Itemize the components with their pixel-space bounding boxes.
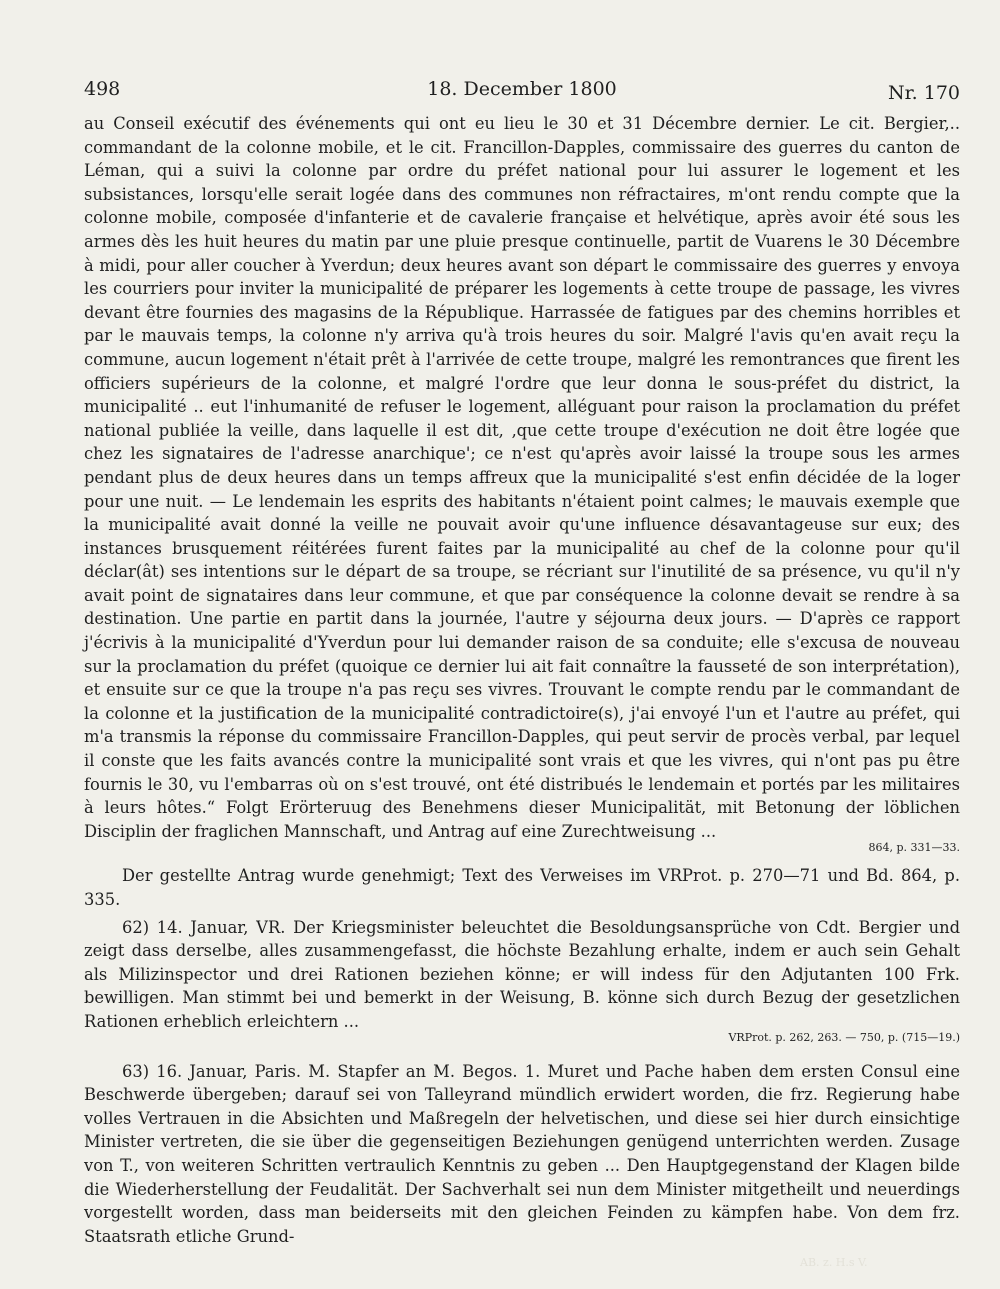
source-reference: VRProt. p. 262, 263. — 750, p. (715—19.): [728, 1030, 960, 1044]
page-body: [84, 112, 960, 1248]
header-date: 18. December 1800: [427, 78, 617, 100]
show-through-text: AB. z. H.s V.: [800, 1256, 868, 1269]
source-reference: 864, p. 331—33.: [868, 841, 960, 855]
document-number: Nr. 170: [888, 82, 960, 104]
paragraph-entry-62: 62) 14. Januar, VR. Der Kriegsminister beleuchtet die Besoldungsansprüche von Cdt. Bergier und zeigt dass derselbe, alles zusammengefasst, die höchste Bezahlung erhalte, indem er auch sein Gehalt als Milizinspector und drei Rationen beziehen könne; er will indess für den Adjutanten 100 Frk. bewilligen. Man stimmt bei und bemerkt in der Weisung, B. könne sich durch Bezug der gesetzlichen Rationen erheblich erleichtern ...: [84, 917, 960, 1031]
running-header: [84, 70, 960, 104]
paragraph-entry-63: 63) 16. Januar, Paris. M. Stapfer an M. Begos. 1. Muret und Pache haben dem ersten Consul eine Beschwerde übergeben; darauf sei von Talleyrand mündlich erwidert worden, die frz. Regierung habe volles Vertrauen in die Absichten und Maßregeln der helvetischen, und diese sei hier durch einsichtige Minister vertreten, die sie über die gegenseitigen Beziehungen genügend unterrichten werden. Zusage von T., von weiteren Schritten vertraulich Kenntnis zu geben ... Den Hauptgegenstand der Klagen bilde die Wiederherstellung der Feudalität. Der Sachverhalt sei nun dem Minister mitgetheilt und neuerdings vorgestellt worden, dass man beiderseits mit den gleichen Feinden zu kämpfen habe. Von dem frz. Staatsrath etliche Grund-: [84, 1061, 960, 1246]
paragraph-continuation: [84, 112, 960, 843]
paragraph-text: au Conseil exécutif des événements qui ont eu lieu le 30 et 31 Décembre dernier. Le cit. Bergier,.. commandant de la colonne mobile, et le cit. Francillon-Dapples, commissaire des guerres du canton de Léman, qui a suivi la colonne par ordre du préfet national pour lui assurer le logement et les subsistances, lorsqu'elle serait logée dans des communes non réfractaires, m'ont rendu compte que la colonne mobile, composée d'infanterie et de cavalerie française et helvétique, après avoir été sous les armes dès les huit heures du matin par une pluie presque continuelle, partit de Vuarens le 30 Décembre à midi, pour aller coucher à Yverdun; deux heures avant son départ le commissaire des guerres y envoya les courriers pour inviter la municipalité de préparer les logements à cette troupe de passage, les vivres devant être fournies des magasins de la République. Harrassée de fatigues par des chemins horribles et par le mauvais temps, la colonne n'y arriva qu'à trois heures du soir. Malgré l'avis qu'en avait reçu la commune, aucun logement n'était prêt à l'arrivée de cette troupe, malgré les remontrances que firent les officiers supérieurs de la colonne, et malgré l'ordre que leur donna le sous-préfet du district, la municipalité .. eut l'inhumanité de refuser le logement, alléguant pour raison la proclamation du préfet national publiée la veille, dans laquelle il est dit, ‚que cette troupe d'exécution ne doit être logée que chez les signataires de l'adresse anarchique'; ce n'est qu'après avoir laissé la troupe sous les armes pendant plus de deux heures dans un temps affreux que la municipalité s'est enfin décidée de la loger pour une nuit. — Le lendemain les esprits des habitants n'étaient point calmes; le mauvais exemple que la municipalité avait donné la veille ne pouvait avoir qu'une influence désavantageuse sur eux; des instances brusquement réitérées furent faites par la municipalité au chef de la colonne pour qu'il déclar(ât) ses intentions sur le départ de sa troupe, se récriant sur l'inutilité de sa présence, vu qu'il n'y avait point de signataires dans leur commune, et que par conséquence la colonne devait se rendre à sa destination. Une partie en partit dans la journée, l'autre y séjourna deux jours. — D'après ce rapport j'écrivis à la municipalité d'Yverdun pour lui demander raison de sa conduite; elle s'excusa de nouveau sur la proclamation du préfet (quoique ce dernier lui ait fait connaître la fausseté de son interprétation), et ensuite sur ce que la troupe n'a pas reçu ses vivres. Trouvant le compte rendu par le commandant de la colonne et la justification de la municipalité contradictoire(s), j'ai envoyé l'un et l'autre au préfet, qui m'a transmis la réponse du commissaire Francillon-Dapples, qui peut servir de procès verbal, par lequel il conste que les faits avancés contre la municipalité sont vrais et que les vivres, qui n'ont pas pu être fournis le 30, vu l'embarras où on s'est trouvé, ont été distribués le lendemain et portés par les militaires à leurs hôtes.“ Folgt Erörteruug des Benehmens dieser Municipalität, mit Betonung der löblichen Disciplin der fraglichen Mannschaft, und Antrag auf eine Zurechtweisung ...: [84, 114, 960, 841]
paragraph-approval: Der gestellte Antrag wurde genehmigt; Text des Verweises im VRProt. p. 270—71 und Bd. 864, p. 335.: [84, 866, 960, 909]
page-number: 498: [84, 78, 121, 100]
